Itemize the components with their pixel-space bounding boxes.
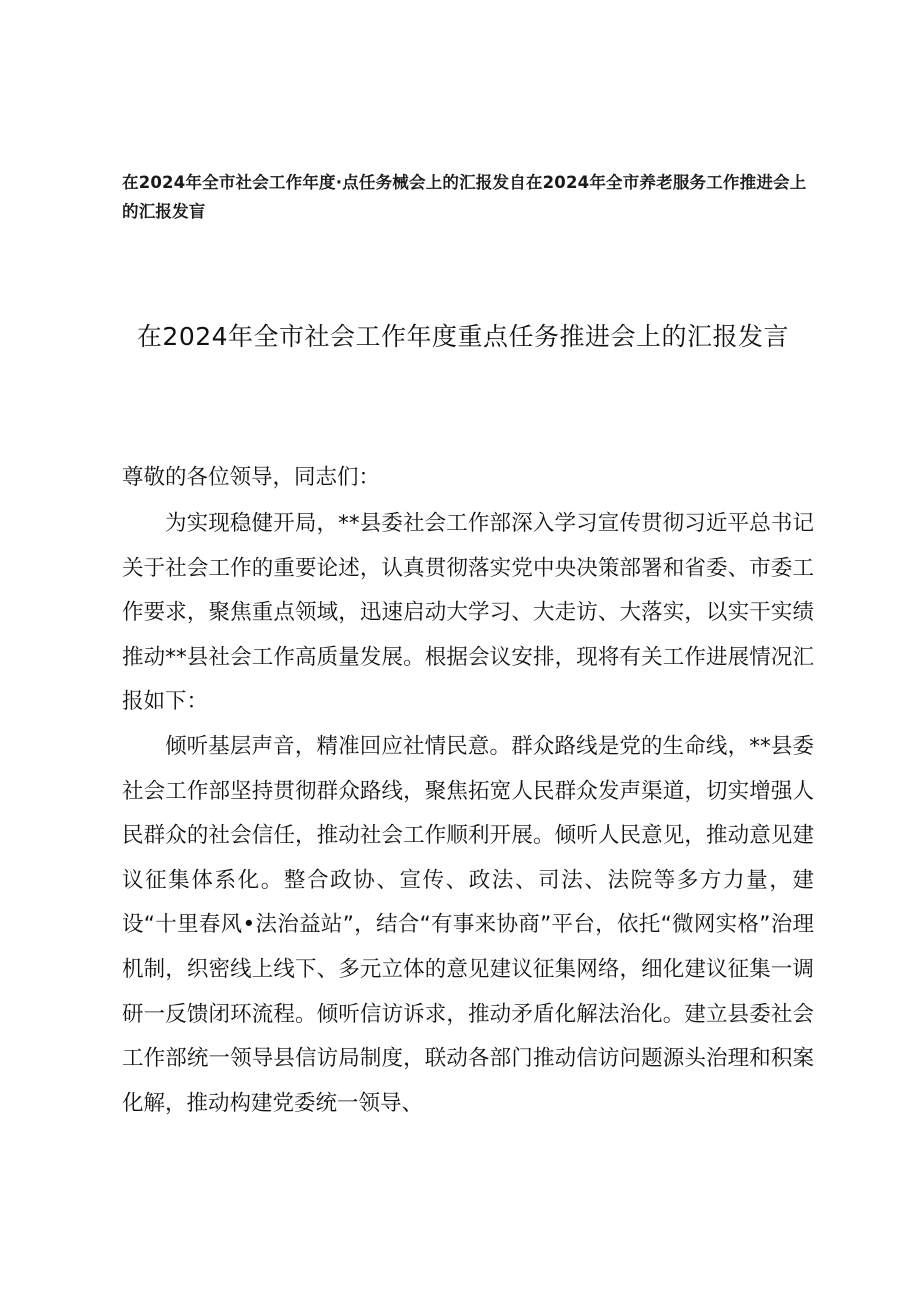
paragraph-intro: 为实现稳健开局，**县委社会工作部深入学习宣传贯彻习近平总书记关于社会工作的重要论述，认真贯彻落实党中央决策部署和省委、市委工作要求，聚焦重点领域，迅速启动大学习、大走访、大落实，以实干实绩推动**县社会工作高质量发展。根据会议安排，现将有关工作进展情况汇报如下： (122, 511, 814, 715)
header-note: 在2024年全市社会工作年度·点任务械会上的汇报发自在2024年全市养老服务工作推进会上的汇报发盲 (122, 173, 807, 221)
paragraph-listen-grassroots: 倾听基层声音，精准回应社情民意。群众路线是党的生命线，**县委社会工作部坚持贯彻群众路线，聚焦拓宽人民群众发声渠道，切实增强人民群众的社会信任，推动社会工作顺利开展。倾听人民意见，推动意见建议征集体系化。整合政协、宣传、政法、司法、法院等多方力量，建设“十里春风•法治益站”，结合“有事来协商”平台，依托“微网实格”治理机制，织密线上线下、多元立体的意见建议征集网络，细化建议征集一调研一反馈闭环流程。倾听信访诉求，推动矛盾化解法治化。建立县委社会工作部统一领导县信访局制度，联动各部门推动信访问题源头治理和积案化解，推动构建党委统一领导、 (122, 733, 814, 1116)
document-body (122, 502, 814, 1126)
document-title: 在2024年全市社会工作年度重点任务推进会上的汇报发言 (136, 322, 790, 351)
salutation: 尊敬的各位领导，同志们： (122, 465, 381, 490)
